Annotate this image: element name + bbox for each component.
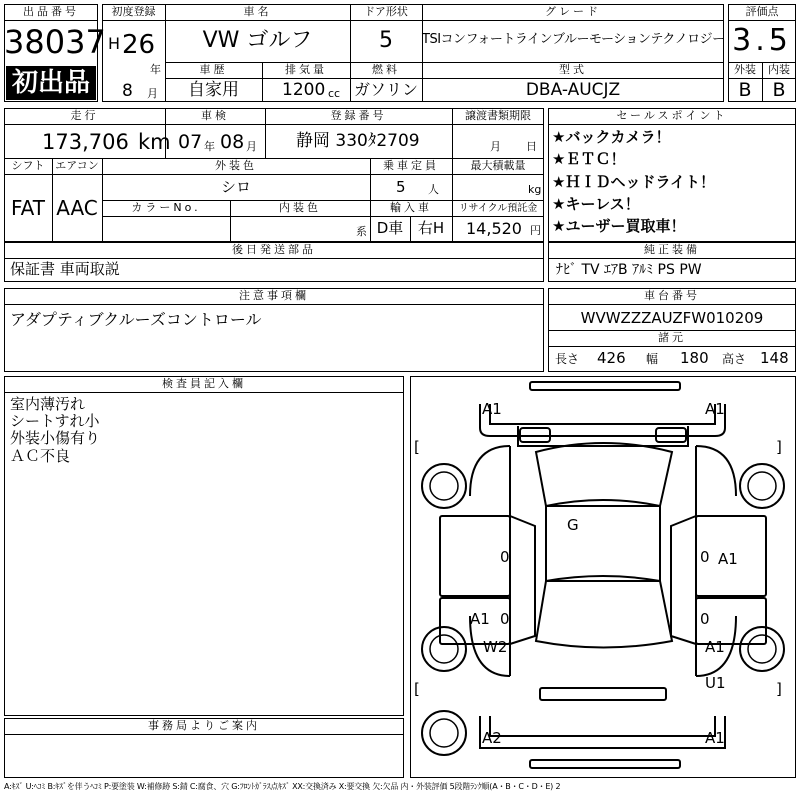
color-no-label: カラーNo. [131, 201, 201, 214]
year-unit: 年 [150, 63, 161, 76]
lot-label: 出品番号 [23, 5, 79, 18]
mark-left-rear: 0 [500, 610, 510, 628]
reg-no-value: 静岡 330ﾀ2709 [296, 131, 420, 151]
color-label: 外装色 [215, 159, 257, 172]
ac-value: AAC [56, 196, 98, 220]
length-value: 426 [597, 349, 626, 367]
mileage-label: 走行 [70, 109, 99, 122]
capacity-unit: 人 [428, 183, 439, 196]
max-load-unit: kg [528, 183, 542, 196]
bracket-r2: ] [776, 680, 782, 698]
sales-point-5: ★ユーザー買取車！ [552, 217, 686, 235]
interior-grade: B [772, 79, 786, 101]
exterior-label: 外装 [734, 63, 756, 76]
inspection-year-unit: 年 [204, 140, 215, 153]
inspector-line-3: 外装小傷有り [10, 429, 101, 447]
vehicle-table [4, 108, 544, 242]
capacity-label: 乗車定員 [383, 159, 439, 172]
era: H [108, 34, 121, 53]
mileage-unit: km [138, 130, 171, 154]
width-value: 180 [680, 349, 709, 367]
shift-value: FAT [10, 196, 45, 220]
color-value: シロ [220, 178, 251, 196]
equipment-value: ﾅﾋﾞ TV ｴｱB ｱﾙﾐ PS PW [556, 262, 702, 278]
later-parts-value: 保証書 車両取説 [10, 260, 120, 278]
grade-label: グレード [545, 5, 601, 18]
mark-right-quarter: A1 [705, 638, 725, 656]
shift-label: シフト [11, 159, 45, 172]
inspection-label: 車検 [201, 109, 229, 122]
inspector-line-4: ＡＣ不良 [10, 447, 71, 465]
sales-point-1: ★バックカメラ！ [552, 128, 671, 146]
inspection-month: 08 [220, 131, 245, 153]
series-unit: 系 [356, 225, 367, 238]
transfer-day-unit: 日 [526, 140, 537, 153]
equipment-label: 純正装備 [644, 243, 700, 256]
mark-right-rear: 0 [700, 610, 710, 628]
bracket-l2: [ [414, 680, 420, 698]
notes-value: アダプティブクルーズコントロール [10, 310, 262, 329]
exterior-grade: B [738, 79, 752, 101]
length-label: 長さ [555, 352, 580, 366]
chassis-value: WVWZZZAUZFW010209 [580, 309, 764, 327]
lot-number: 38037 [4, 23, 106, 61]
displacement-value: 1200 [282, 80, 326, 100]
transfer-month-unit: 月 [490, 140, 501, 153]
interior-color-label: 内装色 [279, 201, 321, 214]
import-type: D車 [376, 219, 404, 237]
mark-left-quarter: W2 [483, 638, 508, 656]
first-reg-year: 26 [122, 30, 156, 60]
mark-roof: G [567, 516, 579, 534]
score-value: 3.5 [732, 23, 792, 58]
door-value: 5 [379, 28, 393, 53]
later-parts-label: 後日発送部品 [232, 243, 316, 256]
max-load-label: 最大積載量 [470, 159, 526, 172]
model-code-value: DBA-AUCJZ [525, 80, 621, 100]
model-code-label: 型式 [559, 63, 587, 76]
recycle-unit: 円 [530, 224, 541, 237]
bracket-r1: ] [776, 438, 782, 456]
displacement-unit: cc [328, 87, 341, 100]
sales-point-2: ★ＥＴＣ！ [552, 150, 626, 168]
month-unit: 月 [147, 87, 158, 100]
first-reg-month: 8 [122, 81, 133, 101]
sales-point-4: ★キーレス！ [552, 195, 640, 213]
ac-label: エアコン [55, 159, 99, 172]
reg-no-label: 登録番号 [330, 109, 387, 122]
history-value: 自家用 [188, 80, 239, 100]
mark-left-door-front: 0 [500, 548, 510, 566]
inspection-month-unit: 月 [246, 140, 257, 153]
door-label: ドア形状 [364, 5, 408, 18]
mark-rear-left: A2 [482, 729, 502, 747]
inspector-line-2: シートすれ小 [10, 412, 100, 430]
capacity-value: 5 [396, 178, 406, 196]
car-name-label: 車名 [243, 5, 272, 18]
sales-points-label: セールスポイント [616, 109, 728, 122]
office-label: 事務局よりご案内 [148, 719, 260, 732]
mark-right-front-fender: A1 [718, 550, 738, 568]
inspector-line-1: 室内薄汚れ [10, 395, 86, 413]
inspection-year: 07 [178, 131, 203, 153]
mark-front-left: A1 [482, 400, 502, 418]
car-damage-diagram [410, 376, 796, 778]
grade-value: TSIコンフォートラインブルーモーションテクノロジー [422, 32, 725, 47]
steering: 右H [417, 219, 445, 237]
mark-right-rear-dent: U1 [705, 674, 726, 692]
legend: A:ｷｽﾞ U:ﾍｺﾐ B:ｷｽﾞを伴うﾍｺﾐ P:要塗装 W:補修跡 S:錆 C:腐食、穴 G:ﾌﾛﾝﾄｶﾞﾗｽ点ｷｽﾞ XX:交換済み X:要交換 欠:欠品 内・外装評価 5段階ﾗﾝｸ順(A・B・C・D・E) 2 [4, 782, 561, 791]
history-label: 車歴 [199, 63, 228, 76]
mark-left-rear-door: A1 [470, 610, 490, 628]
chassis-label: 車台番号 [644, 289, 700, 302]
bracket-l1: [ [414, 438, 420, 456]
interior-label: 内装 [768, 63, 790, 76]
transfer-label: 譲渡書類期限 [465, 109, 531, 122]
car-name: VW ゴルフ [202, 28, 313, 53]
fuel-value: ガソリン [353, 80, 418, 99]
displacement-label: 排気量 [285, 63, 327, 76]
height-label: 高さ [722, 352, 747, 366]
fuel-label: 燃料 [372, 63, 400, 76]
recycle-label: リサイクル預託金 [458, 203, 538, 214]
width-label: 幅 [646, 352, 659, 366]
mark-right-door-front: 0 [700, 548, 710, 566]
dimensions-label: 諸元 [658, 331, 686, 344]
sales-point-3: ★ＨＩＤヘッドライト！ [552, 173, 715, 191]
mark-rear-right: A1 [705, 729, 725, 747]
first-reg-label: 初度登録 [111, 5, 156, 18]
score-label: 評価点 [745, 5, 779, 18]
recycle-fee: 14,520 [466, 219, 522, 238]
height-value: 148 [760, 349, 789, 367]
notes-label: 注意事項欄 [239, 289, 309, 302]
mileage-value: 173,706 [42, 130, 129, 154]
first-listing-text: 初出品 [11, 68, 90, 98]
inspector-label: 検査員記入欄 [162, 377, 246, 390]
mark-front-right: A1 [705, 400, 725, 418]
import-label: 輸入車 [390, 201, 432, 214]
